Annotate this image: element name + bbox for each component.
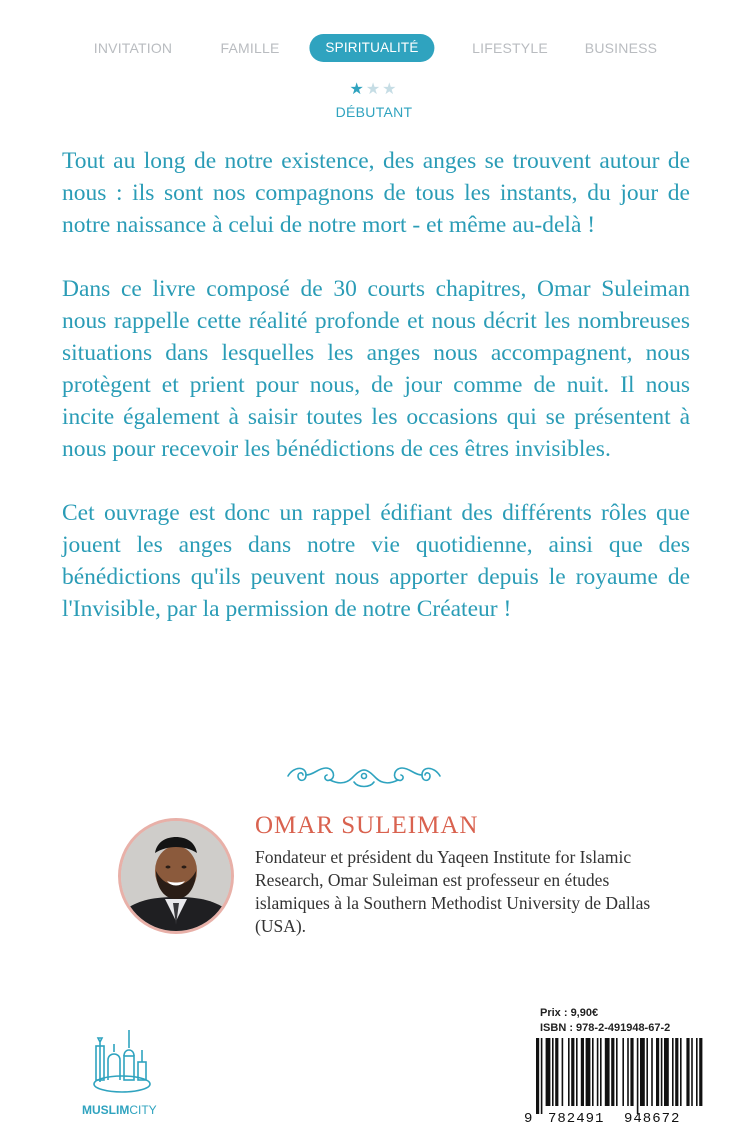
difficulty-label: DÉBUTANT [335,104,413,120]
flourish-ornament-icon [284,758,444,792]
barcode-bar [592,1038,594,1106]
barcode-bar [552,1038,554,1106]
category-nav [0,34,748,62]
author-bio: Fondateur et président du Yaqeen Institute for Islamic Research, Omar Suleiman est professeur en études islamiques à la Southern Methodist University de Dallas (USA). [255,847,651,936]
tab-business[interactable]: BUSINESS [584,40,658,56]
muslimcity-logo [78,1020,170,1120]
barcode-bar [555,1038,558,1106]
blurb-paragraph-3: Cet ouvrage est donc un rappel édifiant des différents rôles que jouent les anges dans notre vie quotidienne, ainsi que des bénédictions qu'ils peuvent nous apporter depuis le royaume de l'Invisible, par la permission de notre Créateur ! [62,500,690,622]
barcode-bar [571,1038,574,1106]
barcode-bar [646,1038,648,1106]
barcode-bar [637,1038,639,1114]
tab-lifestyle[interactable]: LIFESTYLE [472,40,548,56]
difficulty-stars [0,82,748,98]
barcode-bar [536,1038,539,1114]
svg-text:MUSLIMCITY [82,1103,157,1117]
barcode-bar [680,1038,682,1106]
logo-text-city: CITY [129,1103,157,1117]
barcode-bar [605,1038,610,1106]
logo-text-muslim: MUSLIM [82,1103,130,1117]
price-text: Prix : 9,90€ [540,1007,599,1019]
barcode-bar [546,1038,551,1106]
barcode-bar [699,1038,702,1106]
isbn-text: ISBN : 978-2-491948-67-2 [540,1022,671,1034]
barcode-bar [576,1038,578,1106]
barcode-bar [581,1038,584,1106]
barcode-bar [600,1038,602,1106]
tab-invitation[interactable]: INVITATION [93,40,173,56]
barcode-bar [672,1038,674,1106]
barcode-bar [651,1038,653,1106]
barcode-bar [664,1038,669,1106]
author-photo [118,818,234,934]
barcode-bar [691,1038,693,1106]
barcode [520,1038,706,1124]
barcode-digits-left: 782491 [548,1111,605,1124]
barcode-bar [586,1038,591,1106]
barcode-bar [630,1038,633,1106]
barcode-digit-lead: 9 [524,1111,533,1124]
barcode-digits-right: 948672 [624,1111,681,1124]
barcode-bar [611,1038,614,1106]
star-empty-icon: ★ [365,81,383,98]
book-blurb [62,145,690,657]
barcode-bar [661,1038,663,1106]
blurb-paragraph-2: Dans ce livre composé de 30 courts chapitres, Omar Suleiman nous rappelle cette réalité profonde et nous décrit les nombreuses situations dans lesquelles les anges nous accompagnent, nous protègent et prient pour nous, de jour comme de nuit. Il nous incite également à saisir toutes les occasions qui se présentent à nous pour recevoir les bénédictions de ces êtres invisibles. [62,276,690,462]
star-filled-icon: ★ [349,81,366,98]
barcode-bar [656,1038,659,1106]
barcode-bar [597,1038,599,1106]
barcode-bar [562,1038,564,1106]
barcode-bar [675,1038,678,1106]
price-isbn-block [540,1006,710,1036]
tab-spiritualite[interactable]: SPIRITUALITÉ [309,34,434,62]
tab-famille[interactable]: FAMILLE [220,40,280,56]
star-empty-icon: ★ [382,81,399,98]
barcode-bar [696,1038,698,1106]
barcode-bars [536,1038,702,1114]
barcode-bar [627,1038,629,1106]
author-name: OMAR SULEIMAN [255,812,479,839]
blurb-paragraph-1: Tout au long de notre existence, des anges se trouvent autour de nous : ils sont nos compagnons de tous les instants, du jour de notre naissance à celui de notre mort - et même au-delà ! [62,148,690,238]
barcode-bar [541,1038,543,1114]
barcode-bar [686,1038,689,1106]
barcode-bar [622,1038,624,1106]
barcode-bar [616,1038,618,1106]
barcode-bar [568,1038,570,1106]
barcode-bar [640,1038,645,1106]
